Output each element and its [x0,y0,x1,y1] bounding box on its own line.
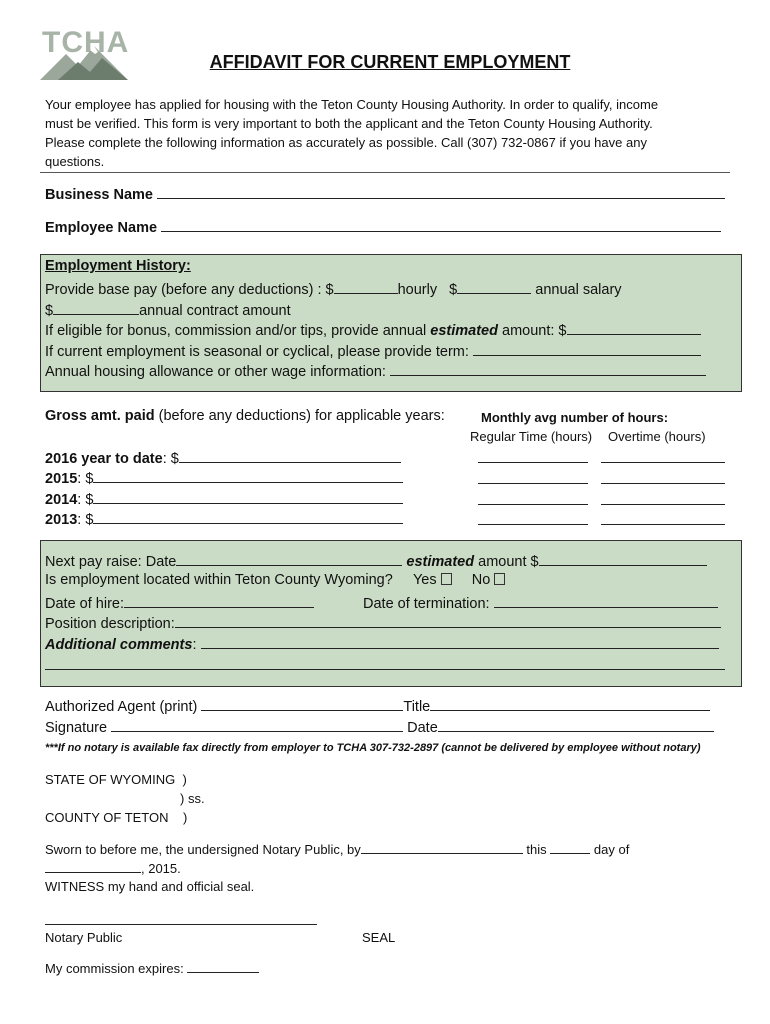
contract-row [45,300,291,319]
year-label: 2013 [45,512,78,528]
gross-amount-desc: (before any deductions) for applicable years: [158,408,445,424]
overtime-hours-field[interactable] [601,483,725,484]
intro-paragraph [45,95,658,171]
county-line: COUNTY OF TETON ) [45,810,188,825]
intro-line: must be verified. This form is very important to both the applicant and the Teton County Housing Authority. [45,116,653,131]
ss-line: ) ss. [180,791,205,806]
sworn-by-field[interactable] [361,841,523,854]
location-question: Is employment located within Teton County Wyoming? [45,572,393,588]
notary-note: ***If no notary is available fax directly from employer to TCHA 307-732-2897 (cannot be delivered by employee without notary) [45,742,701,754]
hire-date-row [45,593,314,612]
intro-line: Your employee has applied for housing with the Teton County Housing Authority. In order to qualify, income [45,97,659,112]
year-dollar: : $ [77,512,94,528]
yes-label: Yes [412,572,437,588]
commission-row [45,960,259,976]
title-field[interactable] [430,696,710,711]
position-label: Position description: [45,616,175,632]
this-label: this [526,842,547,857]
gross-amount-heading [45,408,445,424]
termination-label: Date of termination: [363,596,490,612]
year-amount-field[interactable] [93,509,403,524]
no-checkbox[interactable] [494,573,505,585]
intro-line: Please complete the following information as accurately as possible. Call (307) 732-0867 if you have any [45,135,647,150]
next-pay-raise-row [45,551,707,570]
employee-name-field[interactable] [161,217,721,232]
dollar-sign: $ [45,303,54,319]
year-label: , 2015. [141,861,181,876]
year-label: 2014 [45,492,78,508]
year-row [45,468,403,487]
overtime-header: Overtime (hours) [608,429,706,444]
year-dollar: : $ [77,492,94,508]
year-dollar: : $ [162,451,179,467]
business-name-label: Business Name [45,187,153,203]
allowance-label: Annual housing allowance or other wage information: [45,364,386,380]
hourly-label: hourly [397,282,438,298]
base-pay-label: Provide base pay (before any deductions) : $ [45,282,334,298]
allowance-field[interactable] [390,361,706,376]
sworn-label: Sworn to before me, the undersigned Notary Public, by [45,842,361,857]
raise-amount-field[interactable] [539,551,707,566]
position-row [45,613,721,632]
year-label: 2016 year to date [45,451,163,467]
month-field[interactable] [45,860,141,873]
employment-history-heading: Employment History: [45,258,191,274]
notary-signature-field[interactable] [45,924,317,925]
location-row [45,572,505,588]
hire-date-field[interactable] [124,593,314,608]
comments-colon: : [192,637,197,653]
position-field[interactable] [175,613,721,628]
commission-label: My commission expires: [45,961,184,976]
annual-contract-field[interactable] [53,300,139,315]
termination-row [363,593,718,612]
business-name-row [45,184,725,203]
page-title: AFFIDAVIT FOR CURRENT EMPLOYMENT [209,52,571,72]
year-row [45,509,403,528]
agent-row [45,696,710,715]
year-amount-field[interactable] [93,468,403,483]
seasonal-term-field[interactable] [473,341,701,356]
date-label: Date [407,720,438,736]
hourly-field[interactable] [334,279,398,294]
base-pay-row [45,279,622,298]
gross-amount-label: Gross amt. paid [45,408,155,424]
monthly-hours-heading: Monthly avg number of hours: [481,410,669,425]
day-of-label: day of [593,842,630,857]
comments-row [45,634,719,653]
intro-line: questions. [45,154,105,169]
signature-label: Signature [45,720,108,736]
regular-hours-field[interactable] [478,504,588,505]
regular-time-header: Regular Time (hours) [470,429,593,444]
overtime-hours-field[interactable] [601,504,725,505]
hire-date-label: Date of hire: [45,596,124,612]
signature-row [45,717,714,736]
bonus-row [45,320,701,339]
regular-hours-field[interactable] [478,483,588,484]
raise-estimated: estimated [406,554,475,570]
employee-name-row [45,217,721,236]
overtime-hours-field[interactable] [601,462,725,463]
business-name-field[interactable] [157,184,725,199]
dollar-sign: $ [449,282,458,298]
raise-date-field[interactable] [176,551,402,566]
seasonal-row [45,341,701,360]
seal-label: SEAL [362,930,396,945]
overtime-hours-field[interactable] [601,524,725,525]
bonus-label: If eligible for bonus, commission and/or tips, provide annual [45,323,427,339]
seasonal-label: If current employment is seasonal or cyclical, please provide term: [45,344,469,360]
title-label: Title [403,699,431,715]
regular-hours-field[interactable] [478,462,588,463]
bonus-estimated: estimated [430,323,498,339]
bonus-amount-label: amount: $ [502,323,567,339]
year-amount-field[interactable] [179,448,401,463]
year-row [45,489,403,508]
day-field[interactable] [550,841,590,854]
allowance-row [45,361,706,380]
commission-expires-field[interactable] [187,960,259,973]
month-row [45,860,181,876]
notary-public-label: Notary Public [45,930,123,945]
signature-field[interactable] [111,717,403,732]
date-field[interactable] [438,717,714,732]
comments-field-line2[interactable] [45,669,725,670]
state-line: STATE OF WYOMING ) [45,772,187,787]
year-label: 2015 [45,471,78,487]
no-label: No [471,572,491,588]
next-pay-raise-label: Next pay raise: Date [45,554,177,570]
authorized-agent-label: Authorized Agent (print) [45,699,198,715]
bonus-amount-field[interactable] [567,320,701,335]
authorized-agent-field[interactable] [201,696,403,711]
raise-amount-label: amount $ [478,554,539,570]
comments-label: Additional comments [45,637,193,653]
year-dollar: : $ [77,471,94,487]
year-row [45,448,401,467]
yes-checkbox[interactable] [441,573,452,585]
sworn-row [45,841,629,857]
termination-date-field[interactable] [494,593,718,608]
year-amount-field[interactable] [93,489,403,504]
divider [40,172,730,173]
annual-contract-label: annual contract amount [139,303,291,319]
annual-salary-label: annual salary [535,282,622,298]
witness-line: WITNESS my hand and official seal. [45,879,255,894]
comments-field[interactable] [201,634,719,649]
employee-name-label: Employee Name [45,220,158,236]
logo-text: TCHA [42,26,130,59]
annual-salary-field[interactable] [457,279,531,294]
regular-hours-field[interactable] [478,524,588,525]
